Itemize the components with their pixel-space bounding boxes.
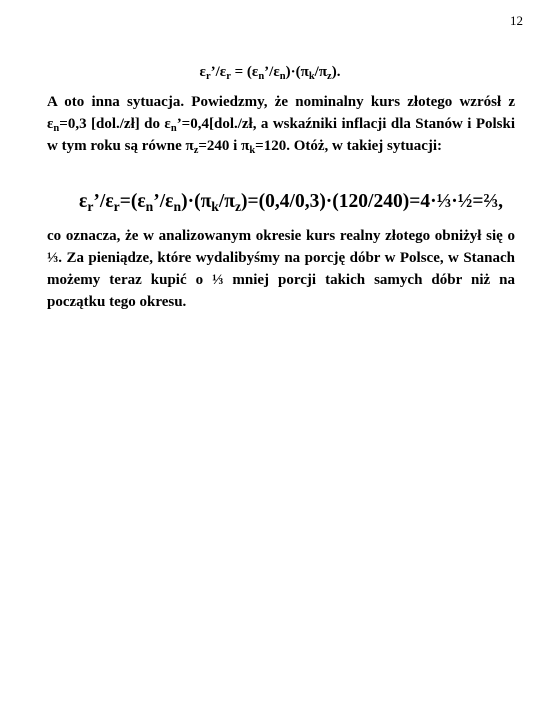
paragraph-scenario: A oto inna sytuacja. Powiedzmy, że nominalny kurs złotego wzrósł z $\varepsilon_n=0,3$ [dol./zł] do $\varepsilon_n’=0,4[dol./zł$, a wskaźniki inflacji dla Stanów i Polski w tym roku są równe $\pi_z=240$ i $\pi_k=120$. Otóż, w takiej sytuacji:	[47, 94, 516, 157]
formula-calculation: $\varepsilon_r’/\varepsilon_r=(\varepsilon_n’/\varepsilon_n)\cdot(\pi_k/\pi_z)=(0,4/0,3)\cdot(120/240)=4\cdot\frac{1}{3}\cdot\frac{1}{2}=\frac{2}{3}$,	[79, 191, 503, 215]
formula-real-exchange-rate: $\varepsilon_r’/\varepsilon_r$ = $(\varepsilon_n’/\varepsilon_n)\cdot(\pi_k/\pi_z)$.	[199, 64, 341, 83]
page-number: 12	[510, 13, 523, 28]
paragraph-conclusion: co oznacza, że w analizowanym okresie kurs realny złotego obniżył się o ⅓. Za pieniądze, które wydalibyśmy na porcję dóbr w Polsce, w Stanach możemy teraz kupić o ⅓ mniej porcji takich samych dóbr niż na początku tego okresu.	[47, 228, 515, 310]
